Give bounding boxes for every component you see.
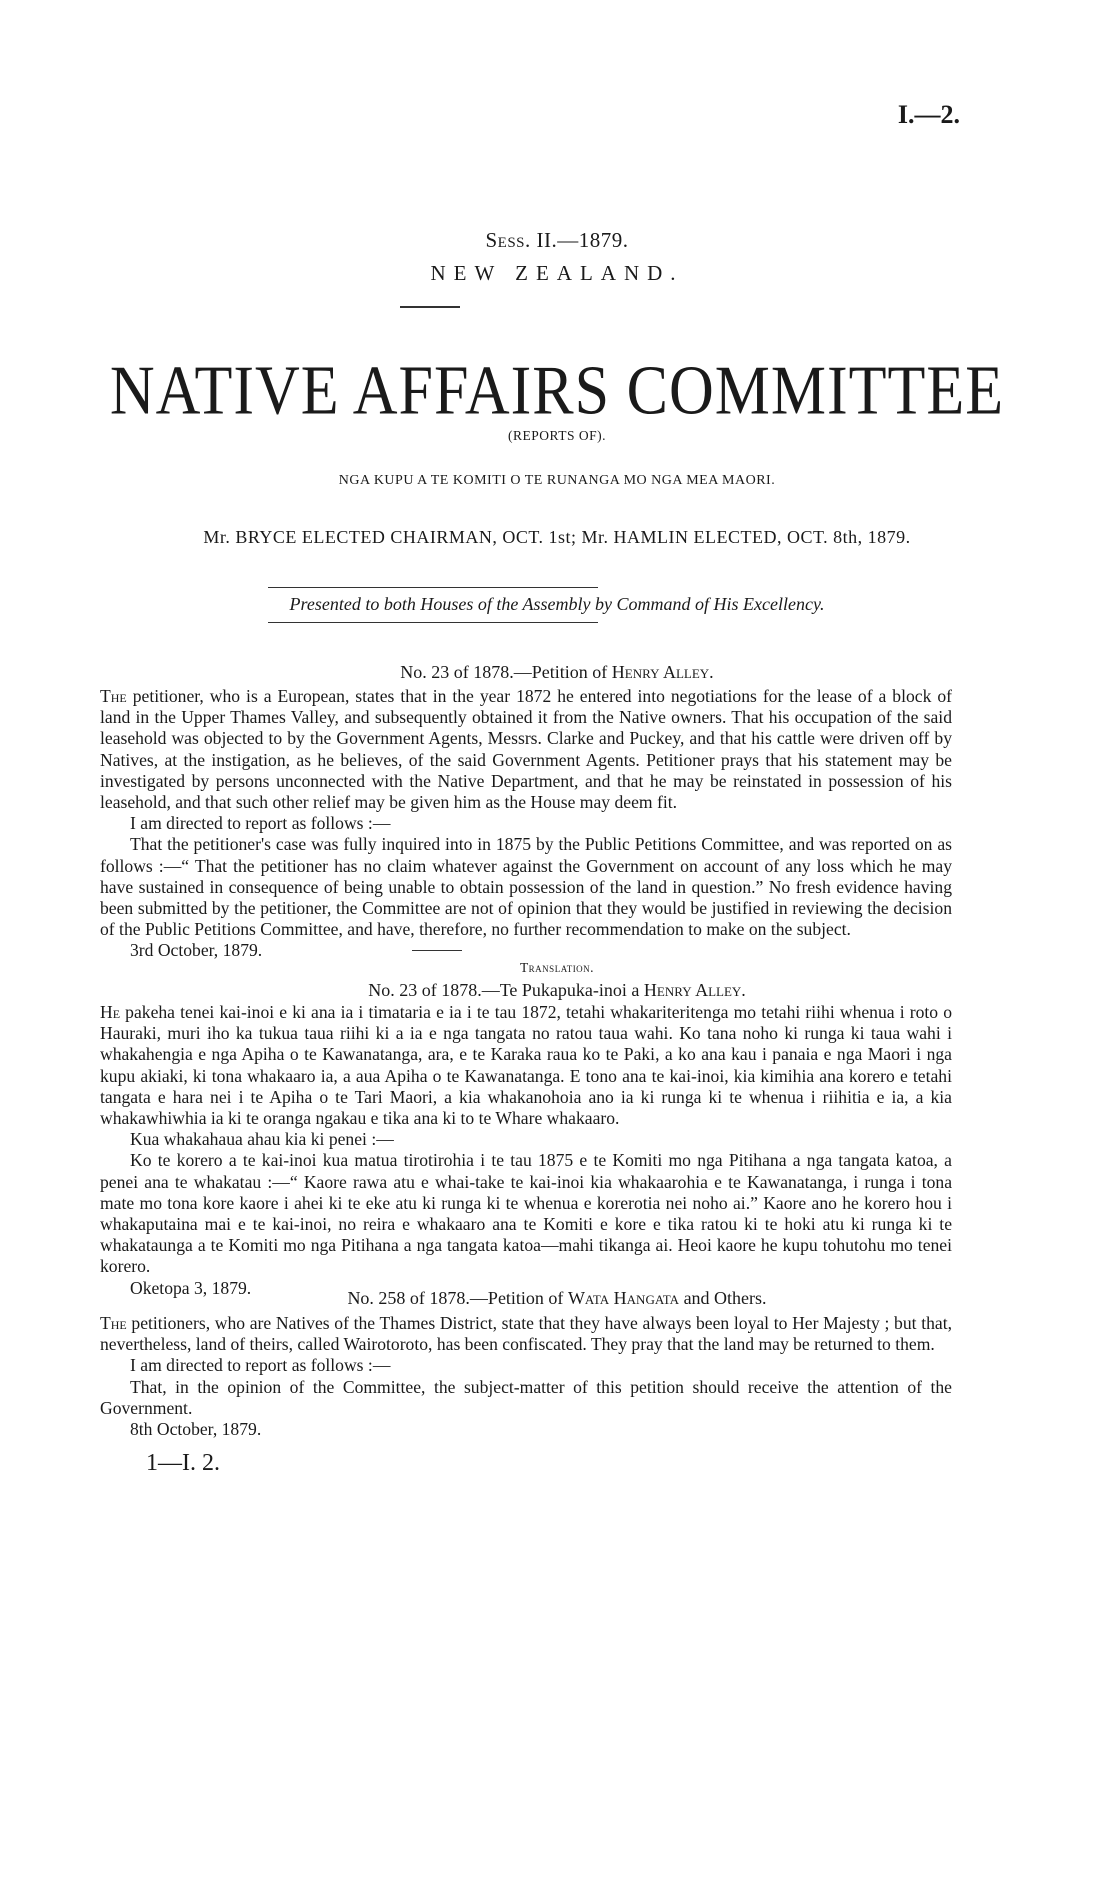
session-line: Sess. II.—1879. <box>485 228 629 252</box>
petition2-lead: The <box>100 1313 127 1333</box>
translation-report: Ko te korero a te kai-inoi kua matua tirotirohia i te tau 1875 e te Komiti mo nga Pitihana a nga tangata katoa, a penei ana te whakatau :—“ Kaore rawa atu e whai-take te kai-inoi kia whakaarohia e te Kawanatanga, i runga i tona mate mo tona kore kaore i ahei ki te eke atu ki runga ki te whenua e korerotia nei noho ai.” Kaore ano he korero hou i whakaputaina mai e te kai-inoi, no reira e whakaaro ana te Komiti e kore e tika ratou ki te hoki atu ki runga ki te whakataunga a te Komiti mo nga Pitihana a nga tangata katoa—mahi tikanga ai. Heoi kaore he kupu tohutohu mo tenei korero. <box>100 1150 952 1277</box>
petition2-heading-suffix: and Others. <box>683 1288 767 1308</box>
footer-code: 1—I. 2. <box>146 1450 220 1476</box>
petition2-report: That, in the opinion of the Committee, the subject-matter of this petition should receive the attention of the Government. <box>100 1376 952 1418</box>
petition1-text <box>100 686 952 962</box>
chairman-line: Mr. BRYCE ELECTED CHAIRMAN, OCT. 1st; Mr. HAMLIN ELECTED, OCT. 8th, 1879. <box>203 527 911 547</box>
page-code: I.—2. <box>897 100 960 129</box>
divider-top <box>400 306 460 308</box>
petition2-text <box>100 1313 952 1440</box>
petition2-heading-name: Wata Hangata <box>567 1288 680 1308</box>
petition1-heading-prefix: No. 23 of 1878.—Petition of <box>400 662 608 682</box>
presented-line: Presented to both Houses of the Assembly by Command of His Excellency. <box>289 594 825 614</box>
translation-body: pakeha tenei kai-inoi e ki ana ia i timataria e ia i te tau 1872, tetahi whakariteritenga mo tetahi riihi whenua i roto o Hauraki, muri iho ka tukua taua riihi ki a ia e nga tangata no ratou taua wahi. Ko tana noho ki runga ki taua wahi i whakahengia e nga Apiha o te Kawanatanga, ara, e te Karaka raua ko te Paki, a ko ana kau i panaia e nga Maori i nga kupu akiaki, ki tona whakaaro ia, a aua Apiha o te Kawanatanga. E tono ana te kai-inoi, kia kimihia ana korero e tetahi tangata e hara nei i te Apiha o te Tari Maori, a kia whakanohoia ano ia ki runga ki te whenua i riihitia e ia, a kia whakawhiwhia ia ki te oranga ngakau e tika ana ki to te Whare whakaaro. <box>100 1002 952 1129</box>
translation-heading-prefix: No. 23 of 1878.—Te Pukapuka-inoi a <box>368 980 640 1000</box>
translation-heading <box>0 980 1114 1001</box>
petition2-date: 8th October, 1879. <box>130 1419 262 1440</box>
divider-presented-bottom <box>268 622 598 623</box>
translation-label: Translation. <box>519 960 595 975</box>
petition1-lead: The <box>100 686 127 706</box>
title-subheading: (REPORTS OF). <box>508 428 606 443</box>
petition1-directed: I am directed to report as follows :— <box>130 813 391 834</box>
petition2-directed: I am directed to report as follows :— <box>130 1355 391 1376</box>
country-line: NEW ZEALAND. <box>430 261 684 285</box>
petition1-body: petitioner, who is a European, states that in the year 1872 he entered into negotiations for the lease of a block of land in the Upper Thames Valley, and subsequently obtained it from the Native owners. That his occupation of the said leasehold was objected to by the Government Agents, Messrs. Clarke and Puckey, and that his cattle were driven off by Natives, at the instigation, as he believes, of the said Government Agents. Petitioner prays that his statement may be investigated by persons unconnected with the Native Department, and that he may be reinstated in possession of his leasehold, and that such other relief may be given him as the House may deem fit. <box>100 686 952 813</box>
divider-translation <box>412 950 462 951</box>
main-title: NATIVE AFFAIRS COMMITTEE <box>109 353 1005 430</box>
petition1-heading-name: Henry Alley. <box>611 662 714 682</box>
translation-lead: He <box>100 1002 121 1022</box>
translation-text <box>100 1002 952 1299</box>
petition2-heading-prefix: No. 258 of 1878.—Petition of <box>347 1288 564 1308</box>
petition2-body: petitioners, who are Natives of the Thames District, state that they have always been loyal to Her Majesty ; but that, nevertheless, land of theirs, called Wairotoroto, has been confiscated. They pray that the land may be returned to them. <box>100 1313 952 1355</box>
petition1-heading <box>0 662 1114 683</box>
translation-directed: Kua whakahaua ahau kia ki penei :— <box>130 1129 394 1150</box>
translation-heading-name: Henry Alley. <box>643 980 746 1000</box>
petition1-date: 3rd October, 1879. <box>130 940 263 961</box>
translation-date: Oketopa 3, 1879. <box>130 1277 252 1298</box>
petition1-report: That the petitioner's case was fully inquired into in 1875 by the Public Petitions Committee, and was reported on as follows :—“ That the petitioner has no claim whatever against the Government on account of any loss which he may have sustained in consequence of being unable to obtain possession of the land in question.” No fresh evidence having been submitted by the petitioner, the Committee are not of opinion that they would be justified in reviewing the decision of the Public Petitions Committee, and have, therefore, no further recommendation to make on the subject. <box>100 834 952 940</box>
petition2-heading <box>0 1288 1114 1309</box>
divider-presented-top <box>268 587 598 588</box>
maori-title: NGA KUPU A TE KOMITI O TE RUNANGA MO NGA MEA MAORI. <box>338 473 776 488</box>
